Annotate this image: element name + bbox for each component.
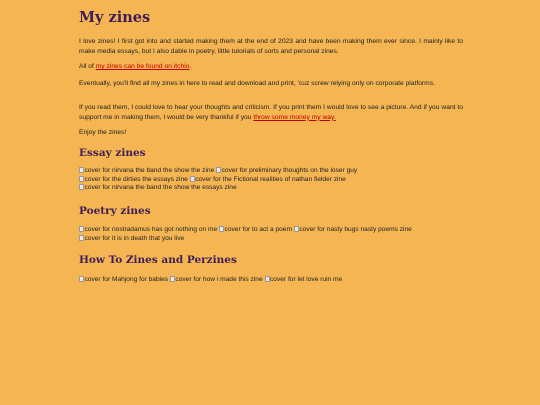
zine-cover-link[interactable] (79, 235, 184, 242)
support-paragraph (79, 103, 463, 122)
zine-cover-link[interactable] (219, 226, 292, 233)
itchio-suffix: . (189, 63, 192, 70)
poetry-zines-heading: Poetry zines (79, 205, 151, 217)
cover-alt-text: cover for the Fictional realities of nathan fielder zine (195, 175, 346, 183)
itchio-paragraph (79, 62, 463, 72)
broken-image-icon (79, 184, 84, 190)
enjoy-paragraph: Enjoy the zines! (79, 129, 127, 136)
essay-zines-covers (79, 167, 463, 193)
zine-cover-link[interactable] (216, 167, 357, 174)
intro-paragraph: I love zines! I first got into and started making them at the end of 2023 and have been making them ever since. I mainly like to make media essays, but I also dable in poetry, little tutorials of sorts and personal zines. (79, 38, 463, 55)
cover-alt-text: cover for it is in death that you live (84, 234, 185, 242)
broken-image-icon (79, 276, 84, 282)
broken-image-icon (79, 235, 84, 241)
cover-alt-text: cover for how i made this zine (175, 276, 263, 283)
cover-alt-text: cover for nirvana the band the show the zine (84, 167, 215, 174)
zine-cover-link[interactable] (79, 276, 168, 283)
cover-alt-text: cover for nirvana the band the show the essays zine (84, 184, 237, 191)
broken-image-icon (216, 167, 221, 173)
broken-image-icon (219, 226, 224, 232)
broken-image-icon (79, 176, 84, 182)
howto-zines-heading: How To Zines and Perzines (79, 254, 237, 266)
broken-image-icon (265, 276, 270, 282)
zine-cover-link[interactable] (190, 176, 346, 183)
broken-image-icon (79, 167, 84, 173)
zine-cover-link[interactable] (170, 276, 263, 283)
cover-alt-text: cover for nostradamus has got nothing on me (84, 226, 218, 233)
cover-alt-text: cover for to act a poem (224, 226, 292, 233)
broken-image-icon (79, 226, 84, 232)
cover-alt-text: cover for let love ruin me (270, 276, 343, 283)
broken-image-icon (190, 176, 195, 182)
zine-cover-link[interactable] (79, 184, 237, 191)
zine-cover-link[interactable] (294, 226, 412, 233)
cover-alt-text: cover for the dirties the essays zine (84, 175, 188, 183)
howto-zines-covers (79, 276, 463, 285)
itchio-prefix: All of (79, 63, 96, 70)
cover-alt-text: cover for preliminary thoughts on the loser guy (221, 167, 358, 174)
zine-cover-link[interactable] (79, 167, 214, 174)
zine-cover-link[interactable] (265, 276, 343, 283)
cover-alt-text: cover for Mahjong for babies (84, 276, 169, 283)
poetry-zines-covers (79, 226, 463, 243)
itchio-link[interactable]: my zines can be found on itchio (95, 63, 190, 70)
zine-cover-link[interactable] (79, 176, 188, 183)
donate-link[interactable]: throw some money my way. (253, 113, 336, 121)
cover-alt-text: cover for nasty bugs nasty poems zine (299, 226, 412, 233)
platforms-paragraph: Eventually, you'll find all my zines in here to read and download and print, 'cuz screw relying only on corporate platforms. (79, 80, 435, 87)
support-text: If you read them, I could love to hear your thoughts and criticism. If you print them I would love to see a picture. And if you want to support me in making them, I would be very thankful if you (79, 104, 463, 121)
page-title: My zines (79, 9, 151, 26)
zine-cover-link[interactable] (79, 226, 217, 233)
essay-zines-heading: Essay zines (79, 147, 146, 159)
